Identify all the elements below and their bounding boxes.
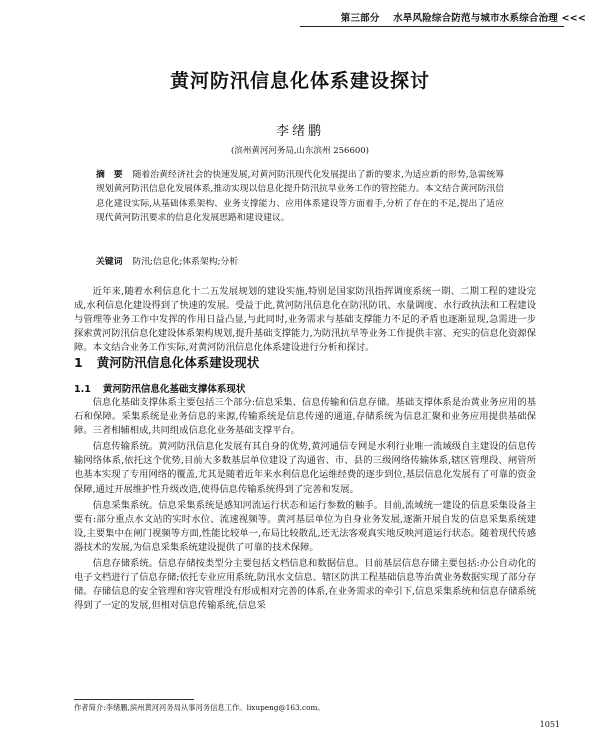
abstract-text: 随着治黄经济社会的快速发展,对黄河防汛现代化发展提出了新的要求,为适应新的形势,急需统筹规划黄河防汛信息化发展体系,推动实现以信息化提升防汛抗旱业务工作的管控能力。本文结合黄河防汛信息化建设实际,从基础体系架构、业务支撑能力、应用体系建设等方面着手,分析了存在的不足,提出了适应现代黄河防汛要求的信息化发展思路和建设建议。 [96, 170, 504, 224]
introduction [74, 285, 536, 355]
body-paragraph: 信息存储系统。信息存储按类型分主要包括文档信息和数据信息。目前基层信息存储主要包括:办公自动化的电子文档进行了信息存储;依托专业应用系统,防汛水文信息、辖区防洪工程基础信息等治黄业务数据实现了部分存储。存储信息的安全管理和容灾管理没有形成相对完善的体系,在业务需求的牵引下,信息采集系统和信息存储系统得到了一定的发展,但相对信息传输系统,信息采 [74, 558, 536, 612]
section-1-title: 黄河防汛信息化体系建设现状 [96, 355, 260, 370]
header-part-label: 第三部分 [340, 13, 380, 24]
section-1-1-number: 1.1 [74, 384, 91, 395]
keywords-text: 防汛;信息化;体系架构;分析 [132, 257, 239, 267]
keywords [96, 255, 504, 269]
section-1-number: 1 [74, 355, 83, 370]
footnote-rule [74, 699, 194, 700]
section-1-heading [74, 353, 259, 371]
body-paragraph: 信息采集系统。信息采集系统是感知河流运行状态和运行参数的触手。目前,流域统一建设的信息采集设备主要有:部分重点水文站的实时水位、流速视频等。黄河基层单位为自身业务发展,逐渐开展自发的信息采集系统建设,主要集中在闸门视频等方面,性能比较单一,布局比较散乱,还无法客观真实地反映河道运行状态。随着现代传感器技术的发展,为信息采集系统建设提供了可靠的技术保障。 [74, 499, 536, 553]
header-rule [300, 26, 564, 27]
keywords-label: 关键词 [96, 257, 123, 267]
paper-title: 黄河防汛信息化体系建设探讨 [169, 70, 430, 92]
section-1-1-heading [74, 381, 245, 395]
intro-paragraph: 近年来,随着水利信息化十二五发展规划的建设实施,特别是国家防汛指挥调度系统一期、二期工程的建设完成,水利信息化建设得到了快速的发展。受益于此,黄河防汛信息化在防汛防讯、水量调度、水行政执法和工程建设与管理等业务工作中发挥的作用日益凸显,与此同时,业务需求与基础支撑能力不足的矛盾也逐渐显现,急需进一步探索黄河防汛信息化建设体系架构规划,提升基础支撑能力,为防汛抗旱等业务工作提供丰富、充实的信息化资源保障。本文结合业务工作实际,对黄河防汛信息化体系建设进行分析和探讨。 [74, 286, 536, 354]
section-1-1-body [74, 396, 536, 613]
body-paragraph: 信息化基础支撑体系主要包括三个部分:信息采集、信息传输和信息存储。基础支撑体系是治黄业务应用的基石和保障。采集系统是业务信息的来源,传输系统是信息传递的通道,存储系统为信息汇聚和业务应用提供基础保障。三者相辅相成,共同组成信息化业务基础支撑平台。 [74, 397, 536, 437]
author-name: 李绪鹏 [275, 124, 324, 139]
section-1-1-title: 黄河防汛信息化基础支撑体系现状 [102, 384, 246, 395]
author-footnote: 作者简介:李绪鹏,滨州黄河河务局从事河务信息工作。lixupeng@163.com。 [74, 703, 325, 712]
body-paragraph: 信息传输系统。黄河防汛信息化发展有其自身的优势,黄河通信专网是水利行业唯一流域级自主建设的信息传输网络体系,依托这个优势,目前大多数基层单位建设了沟通省、市、县的三级网络传输体系,辖区管理段、闸管所也基本实现了专用网络的覆盖,尤其是随着近年来水利信息化运维经费的逐步到位,基层信息化发展有了可靠的资金保障,通过开展维护性升级改造,使得信息传输系统得到了完善和发展。 [74, 441, 536, 495]
author-affiliation: (滨州黄河河务局,山东滨州 256600) [231, 146, 369, 156]
abstract [96, 168, 504, 226]
header-topic: 水旱风险综合防范与城市水系综合治理 [393, 13, 558, 24]
abstract-label: 摘 要 [96, 170, 123, 180]
page-number: 1051 [539, 720, 560, 729]
running-header [300, 10, 586, 26]
header-chevron-icon: <<< [561, 13, 586, 24]
